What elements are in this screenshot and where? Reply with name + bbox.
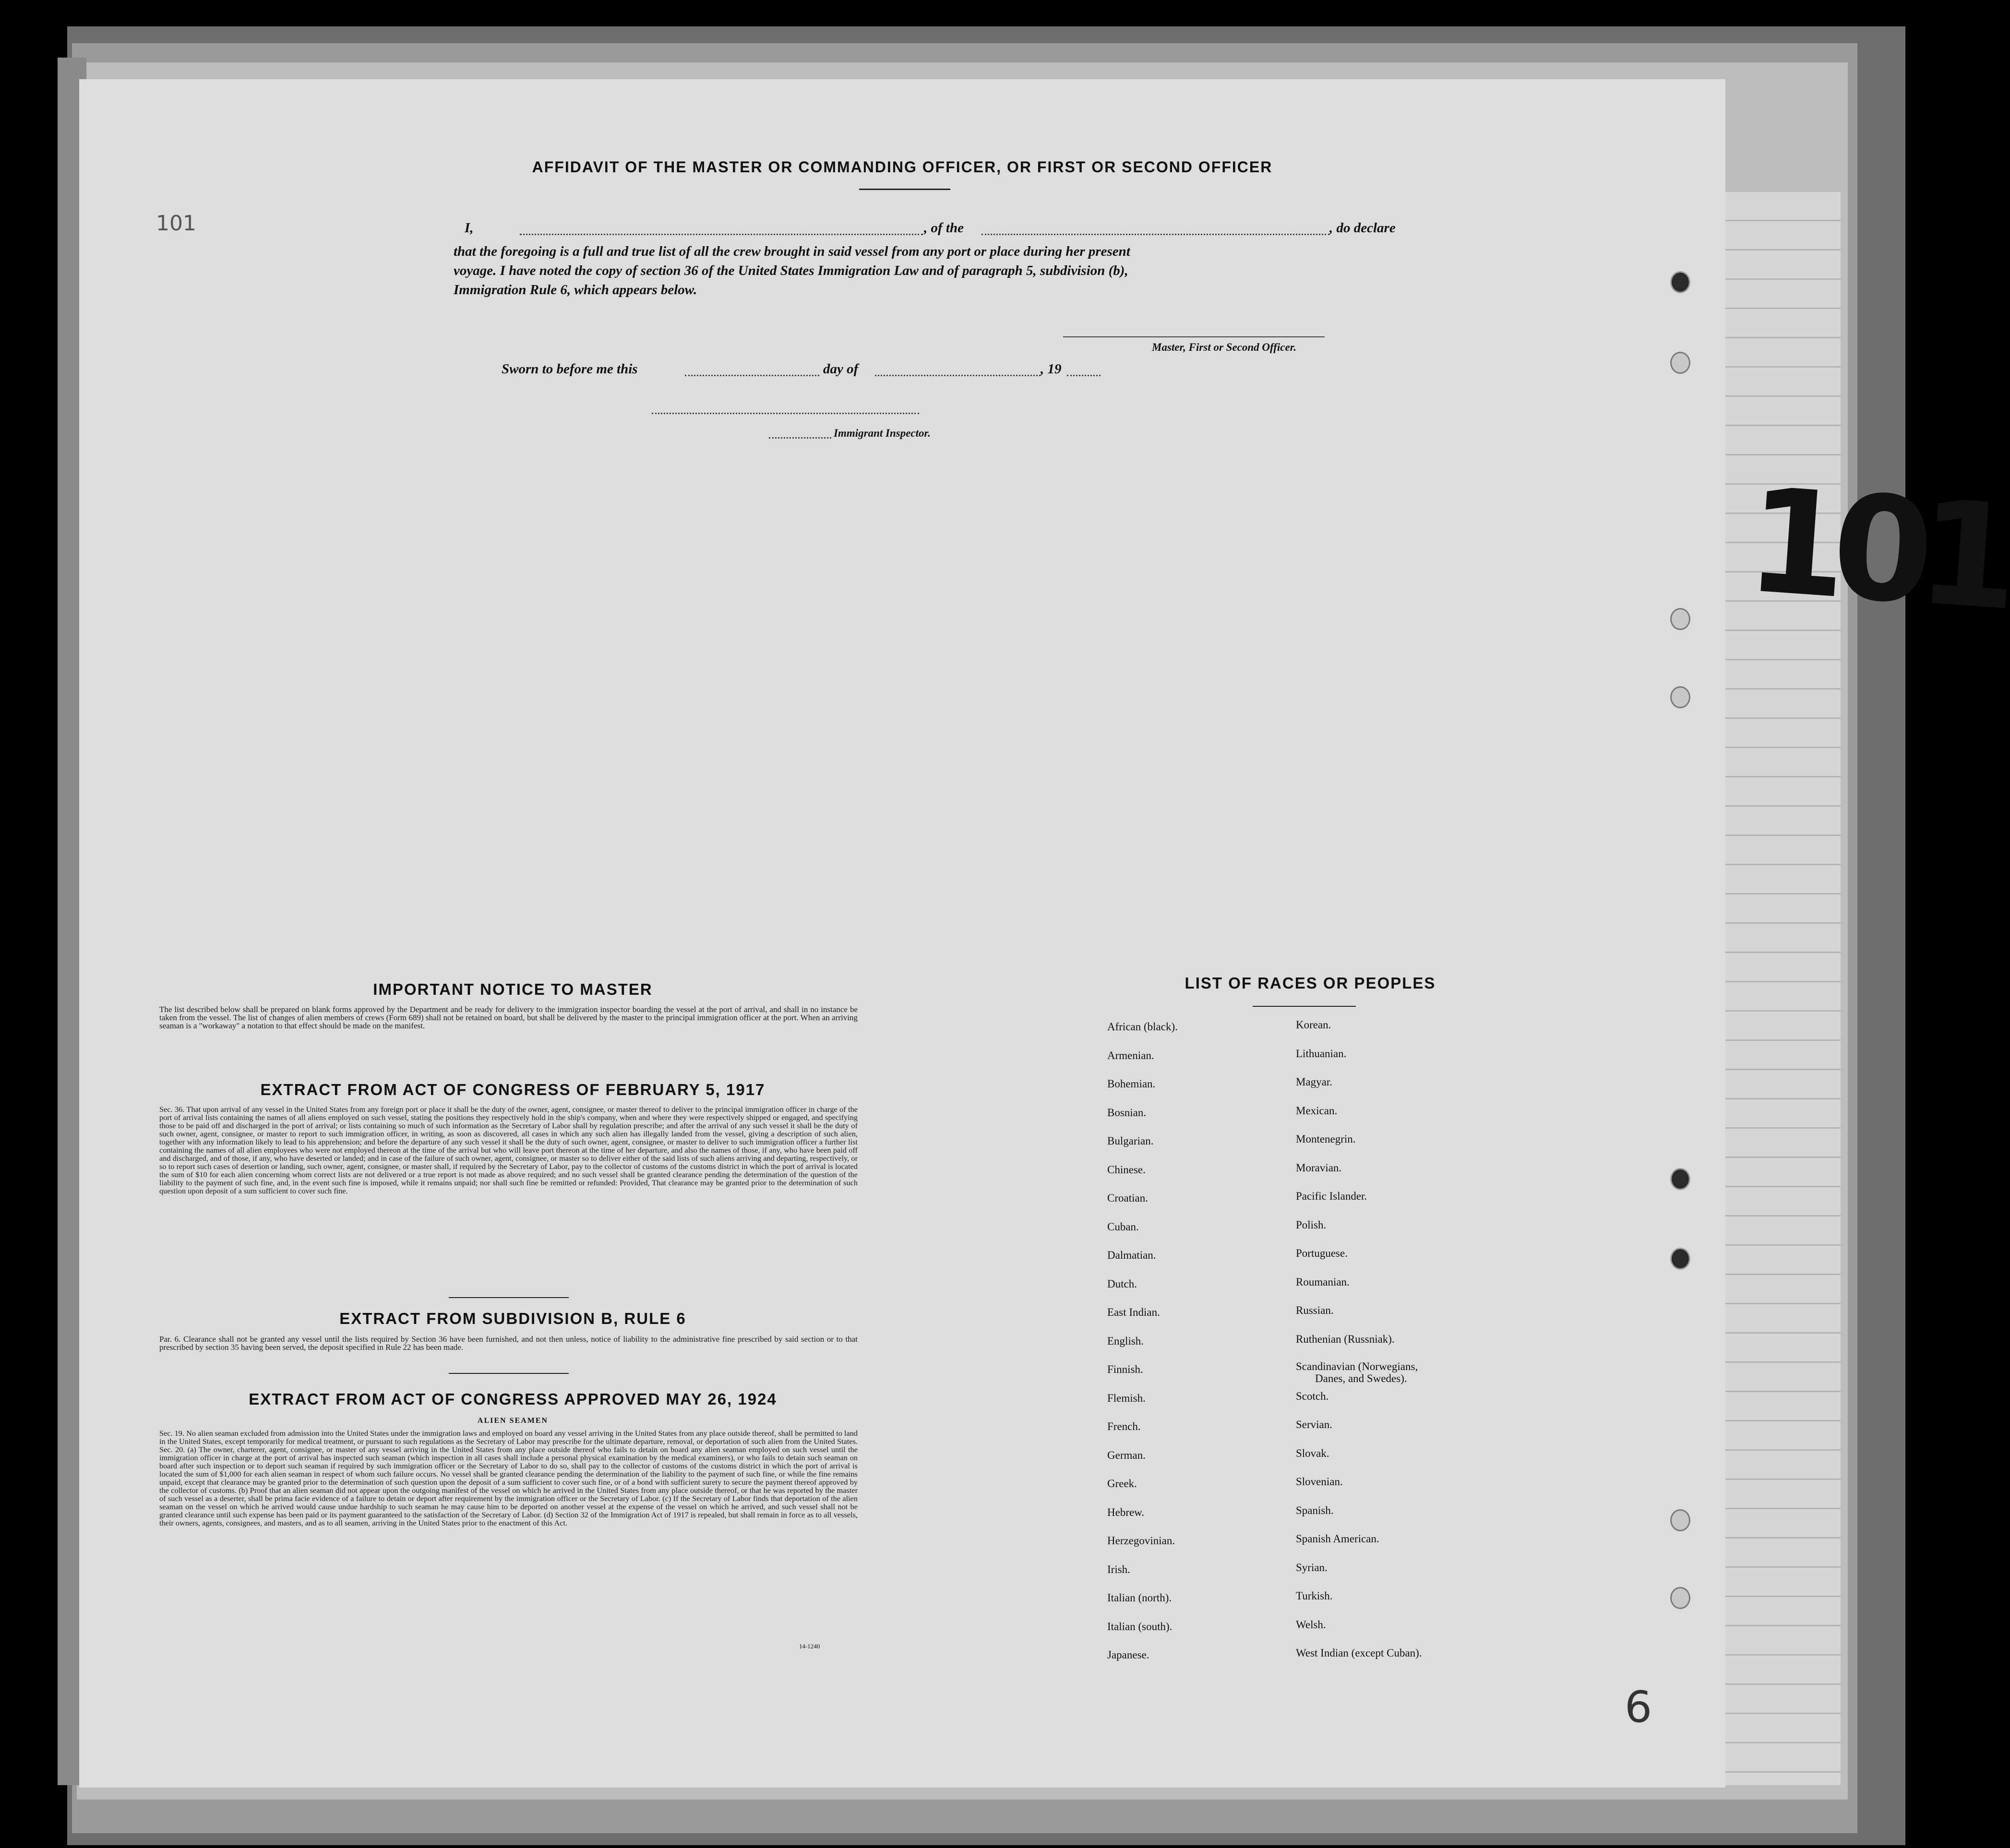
race-entry: Italian (south). — [1107, 1621, 1172, 1633]
race-entry-continued: Danes, and Swedes). — [1315, 1372, 1407, 1384]
race-entry: Magyar. — [1296, 1076, 1333, 1088]
punch-hole — [1670, 271, 1690, 293]
punch-hole — [1670, 1509, 1690, 1531]
extract-rule6-title-text: EXTRACT FROM SUBDIVISION B, RULE 6 — [339, 1310, 686, 1327]
race-entry: Polish. — [1296, 1219, 1327, 1231]
inspector-prefix-field[interactable] — [769, 437, 831, 439]
affidavit-i-label: I, — [465, 220, 474, 236]
ruled-page-edge — [1725, 192, 1841, 1785]
extract-rule6-body — [159, 1335, 858, 1351]
race-entry: Ruthenian (Russniak). — [1296, 1333, 1395, 1345]
race-entry: Cuban. — [1107, 1221, 1139, 1233]
race-entry: Flemish. — [1107, 1392, 1146, 1404]
handwritten-mark — [1741, 457, 2010, 642]
race-entry: Mexican. — [1296, 1105, 1338, 1117]
punch-hole — [1670, 352, 1690, 374]
notice-body-text: The list described below shall be prepared on blank forms approved by the Department and be ready for delivery to the immigration inspector boarding the vessel at the port of arrival, and shall in no instance be taken from the vessel. The list of changes of alien members of crews (Form 689) shall not be retained on board, but shall be delivered by the master to the principal immigration officer at the port. When an arriving seaman is a "workaway" a notation to that effect should be made on the manifest. — [159, 1005, 858, 1030]
race-entry: Lithuanian. — [1296, 1048, 1347, 1060]
punch-hole — [1670, 1248, 1690, 1270]
affidavit-of-the-label: , of the — [924, 220, 964, 236]
affidavit-line-1 — [465, 220, 474, 236]
inspector-signature-field[interactable] — [652, 413, 919, 414]
race-entry: Hebrew. — [1107, 1506, 1145, 1518]
affidavit-title — [79, 158, 1725, 176]
race-entry: English. — [1107, 1335, 1144, 1347]
race-entry: Servian. — [1296, 1419, 1333, 1431]
margin-pencil-mark-text: 101 — [156, 211, 196, 236]
race-entry: Korean. — [1296, 1019, 1331, 1031]
handwritten-mark-text: 101 — [1741, 456, 2010, 642]
document-page — [79, 79, 1725, 1788]
alien-seamen-subtitle-text: ALIEN SEAMEN — [477, 1417, 549, 1425]
extract-divider-1 — [449, 1297, 569, 1298]
extract-1924-title-text: EXTRACT FROM ACT OF CONGRESS APPROVED MAY 26, 1924 — [249, 1390, 777, 1408]
signature-label-text: Master, First or Second Officer. — [1152, 341, 1297, 353]
officer-name-field[interactable] — [520, 234, 923, 235]
race-entry: Greek. — [1107, 1478, 1137, 1490]
sworn-day-field[interactable] — [685, 375, 819, 376]
day-of — [823, 361, 858, 377]
punch-hole — [1670, 1168, 1690, 1190]
day-of-label: day of — [823, 361, 859, 377]
notice-body — [159, 1005, 858, 1030]
race-entry: Syrian. — [1296, 1562, 1328, 1574]
race-entry: Herzegovinian. — [1107, 1535, 1175, 1547]
affidavit-body-3-text: Immigration Rule 6, which appears below. — [454, 282, 697, 298]
race-entry: Slovenian. — [1296, 1476, 1343, 1488]
race-entry: Scotch. — [1296, 1390, 1329, 1402]
races-title-text: LIST OF RACES OR PEOPLES — [1184, 974, 1436, 992]
inspector-label — [834, 427, 931, 440]
race-entry: Chinese. — [1107, 1164, 1146, 1176]
race-entry: French. — [1107, 1420, 1141, 1432]
affidavit-title-rule — [859, 189, 950, 190]
alien-seamen-subtitle — [164, 1417, 862, 1425]
race-entry: Dutch. — [1107, 1278, 1137, 1290]
affidavit-of-the — [924, 220, 964, 236]
corner-pencil-mark — [1625, 1682, 1652, 1732]
vessel-name-field[interactable] — [981, 234, 1329, 235]
race-entry: Portuguese. — [1296, 1247, 1348, 1259]
officer-signature-field[interactable] — [1063, 336, 1325, 337]
race-entry: Bosnian. — [1107, 1107, 1147, 1119]
extract-rule6-body-text: Par. 6. Clearance shall not be granted any vessel until the lists required by Section 36 have been furnished, and not then unless, notice of liability to the administrative fine prescribed by said section or to that prescribed by section 35 having been served, the deposit specified in Rule 22 has been made. — [159, 1335, 858, 1352]
sworn-line — [502, 361, 638, 377]
sworn-to-label: Sworn to before me this — [502, 361, 638, 377]
race-entry: Scandinavian (Norwegians, — [1296, 1360, 1418, 1372]
affidavit-body-3 — [454, 282, 697, 298]
sworn-month-field[interactable] — [875, 375, 1041, 376]
form-number — [799, 1643, 820, 1650]
punch-hole — [1670, 608, 1690, 630]
extract-1924-body-text: Sec. 19. No alien seaman excluded from admission into the United States under the immigration laws and employed on board any vessel arriving in the United States from any place outside thereof, shall be permitted to land in the United States, except temporarily for medical treatment, or pursuant to such regulations as the Secretary of Labor may prescribe for the ultimate departure, removal, or deportation of such alien from the United States. Sec. 20. (a) The owner, charterer, agent, consignee, or master of any vessel arriving in the United States from any place outside thereof who fails to detain on board any alien seaman employed on such vessel until the immigration officer in charge at the port of arrival has inspected such seaman (which inspection in all cases shall include a personal physical examination by the medical examiners), or who fails to detain such seaman on board after such inspection or to deport such seaman if required by such immigration officer or the Secretary of Labor to do so, shall pay to the collector of customs of the customs district in which the port of arrival is located the sum of $1,000 for each alien seaman in respect of whom such failure occurs. No vessel shall be granted clearance pending the determination of the liability to the payment of such fine, or while the fine remains unpaid, except that clearance may be granted prior to the determination of such question upon the deposit of a sum sufficient to cover such fine, or of a bond with sufficient surety to secure the payment thereof approved by the collector of customs. (b) Proof that an alien seaman did not appear upon the outgoing manifest of the vessel on which he arrived in the United States from any place outside thereof, or that he was reported by the master of such vessel as a deserter, shall be prima facie evidence of a failure to detain or deport after requirement by the immigration officer or the Secretary of Labor. (c) If the Secretary of Labor finds that deportation of the alien seaman on the vessel on which he arrived would cause undue hardship to such seaman he may cause him to be deported on another vessel at the expense of the vessel on which he arrived, and such vessel shall not be granted clearance until such expense has been paid or its payment guaranteed to the satisfaction of the Secretary of Labor. (d) Section 32 of the Immigration Act of 1917 is repealed, but shall remain in force as to all vessels, their owners, agents, consignees, and masters, and as to all seamen, arriving in the United States prior to the enactment of this Act. — [159, 1429, 858, 1527]
race-entry: Irish. — [1107, 1563, 1130, 1575]
race-entry: Russian. — [1296, 1304, 1334, 1316]
races-title-rule — [1253, 1006, 1356, 1007]
affidavit-body-1 — [454, 244, 1130, 260]
race-entry: Croatian. — [1107, 1192, 1148, 1204]
race-entry: Slovak. — [1296, 1447, 1329, 1459]
race-entry: East Indian. — [1107, 1306, 1160, 1318]
extract-1917-body — [159, 1105, 858, 1195]
race-entry: German. — [1107, 1449, 1146, 1461]
extract-divider-2 — [449, 1373, 569, 1374]
race-entry: Montenegrin. — [1296, 1133, 1356, 1145]
race-entry: West Indian (except Cuban). — [1296, 1647, 1422, 1659]
corner-pencil-mark-text: 6 — [1625, 1682, 1652, 1732]
punch-hole — [1670, 1587, 1690, 1609]
year-prefix-label: , 19 — [1041, 361, 1062, 377]
affidavit-body-2-text: voyage. I have noted the copy of section 36 of the United States Immigration Law and of paragraph 5, subdivision (b), — [454, 263, 1128, 278]
extract-1917-body-text: Sec. 36. That upon arrival of any vessel in the United States from any foreign port or place it shall be the duty of the owner, agent, consignee, or master thereof to deliver to the principal immigration officer in charge of the port of arrival lists containing the names of all aliens employed on such vessel, stating the positions they respectively hold in the ship's company, when and where they were respectively shipped or engaged, and specifying those to be paid off and discharged in the port of arrival; or lists containing so much of such information as the Secretary of Labor shall by regulation prescribe; and after the arrival of any such vessel it shall be the duty of such owner, agent, consignee, or master to report to such immigration officer, in writing, as soon as discovered, all cases in which any such alien has illegally landed from the vessel, giving a description of such alien, together with any information likely to lead to his apprehension; and before the departure of any such vessel it shall be the duty of such owner, agent, consignee, or master to deliver to such immigration officer a further list containing the names of all alien employees who were not employed thereon at the time of the arrival but who will leave port thereon at the time of her departure, and also the names of those, if any, who have been paid off and discharged, and of those, if any, who have deserted or landed; and in case of the failure of such owner, agent, consignee, or master so to deliver either of the said lists of such aliens arriving and departing, respectively, or so to report such cases of desertion or landing, such owner, agent, consignee, or master shall, if required by the Secretary of Labor, pay to the collector of customs of the customs district in which the port of arrival is located the sum of $10 for each alien concerning whom correct lists are not delivered or a true report is not made as above required; and no such vessel shall be granted clearance pending the determination of the question of the liability to the payment of such fine, and, in the event such fine is imposed, while it remains unpaid; nor shall such fine be remitted or refunded: Provided, That clearance may be granted prior to the determination of such question upon deposit of a sum sufficient to cover such fine. — [159, 1105, 858, 1195]
race-entry: Armenian. — [1107, 1049, 1154, 1061]
race-entry: African (black). — [1107, 1021, 1178, 1033]
punch-hole — [1670, 686, 1690, 708]
race-entry: Japanese. — [1107, 1649, 1149, 1661]
race-entry: Finnish. — [1107, 1363, 1143, 1375]
race-entry: Italian (north). — [1107, 1592, 1172, 1604]
races-title — [1111, 974, 1509, 992]
extract-1917-title-text: EXTRACT FROM ACT OF CONGRESS OF FEBRUARY 5, 1917 — [260, 1081, 766, 1098]
affidavit-body-1-text: that the foregoing is a full and true list of all the crew brought in said vessel from any port or place during her present — [454, 244, 1130, 259]
notice-title — [164, 980, 862, 999]
notice-title-text: IMPORTANT NOTICE TO MASTER — [373, 980, 653, 998]
affidavit-body-2 — [454, 263, 1128, 279]
year-prefix — [1041, 361, 1062, 377]
race-entry: Bulgarian. — [1107, 1135, 1154, 1147]
margin-pencil-mark — [156, 211, 196, 236]
race-entry: Spanish. — [1296, 1504, 1334, 1516]
signature-label — [1152, 341, 1296, 354]
race-entry: Pacific Islander. — [1296, 1190, 1367, 1202]
affidavit-title-text: AFFIDAVIT OF THE MASTER OR COMMANDING OFFICER, OR FIRST OR SECOND OFFICER — [532, 158, 1273, 176]
form-number-text: 14-1240 — [799, 1643, 820, 1650]
race-entry: Turkish. — [1296, 1590, 1333, 1602]
affidavit-declare-label: , do declare — [1329, 220, 1396, 236]
extract-1924-title — [164, 1390, 862, 1408]
extract-1917-title — [164, 1081, 862, 1099]
race-entry: Welsh. — [1296, 1619, 1326, 1631]
extract-rule6-title — [164, 1310, 862, 1328]
inspector-label-text: Immigrant Inspector. — [834, 427, 931, 439]
race-entry: Roumanian. — [1296, 1276, 1350, 1288]
race-entry: Dalmatian. — [1107, 1249, 1156, 1261]
race-entry: Moravian. — [1296, 1162, 1342, 1174]
affidavit-declare — [1329, 220, 1396, 236]
race-entry: Spanish American. — [1296, 1533, 1379, 1545]
extract-1924-body — [159, 1429, 858, 1527]
sworn-year-field[interactable] — [1067, 375, 1101, 376]
race-entry: Bohemian. — [1107, 1078, 1156, 1090]
